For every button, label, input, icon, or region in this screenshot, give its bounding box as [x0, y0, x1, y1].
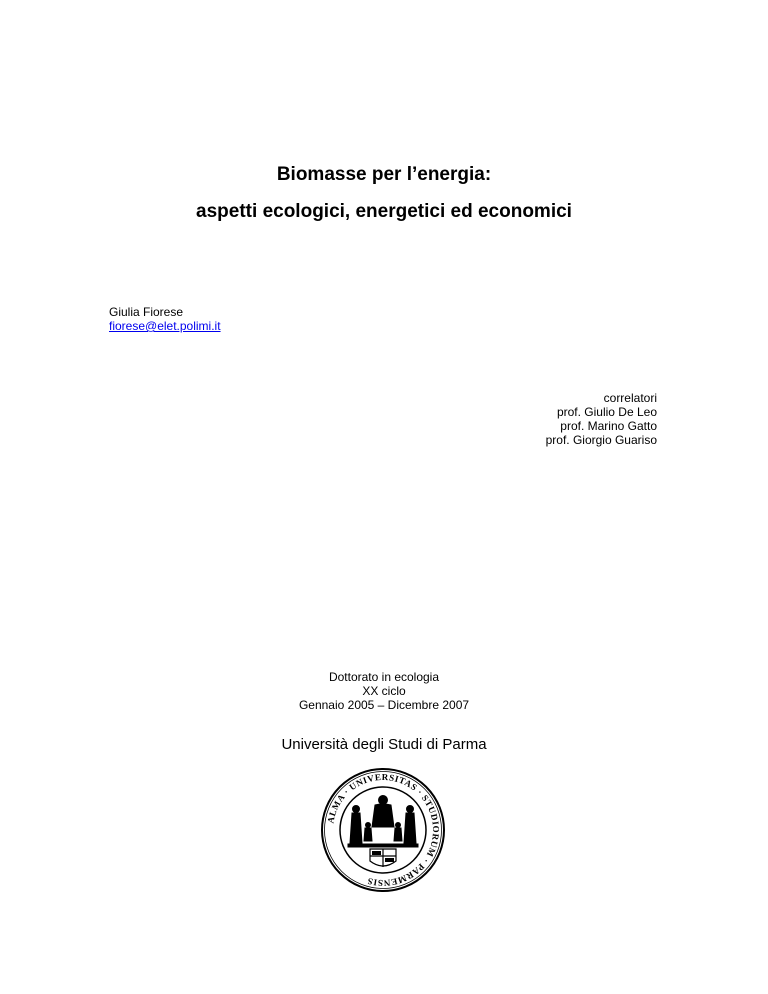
seal-text: ALMA · UNIVERSITAS · STUDIORUM · PARMENSIS [325, 771, 442, 889]
correlatore-name: prof. Giulio De Leo [556, 405, 657, 419]
program-period: Gennaio 2005 – Dicembre 2007 [298, 698, 470, 712]
svg-text:ALMA · UNIVERSITAS · STUDIORUM [325, 772, 441, 888]
correlatori-heading: correlatori [603, 391, 657, 405]
correlatore-name: prof. Marino Gatto [560, 419, 657, 433]
program-block [0, 670, 768, 712]
author-name: Giulia Fiorese [109, 305, 184, 319]
program-name: Dottorato in ecologia [328, 670, 440, 684]
author-email-link[interactable]: fiorese@elet.polimi.it [109, 319, 221, 333]
university-name: Università degli Studi di Parma [281, 736, 487, 753]
author-block [109, 305, 221, 333]
document-title: Biomasse per l’energia: [276, 164, 492, 185]
document-subtitle: aspetti ecologici, energetici ed economici [196, 201, 572, 222]
program-cycle: XX ciclo [362, 684, 406, 698]
university-seal-logo [320, 767, 446, 893]
correlatore-name: prof. Giorgio Guariso [545, 433, 657, 447]
correlatori-block [546, 391, 657, 447]
